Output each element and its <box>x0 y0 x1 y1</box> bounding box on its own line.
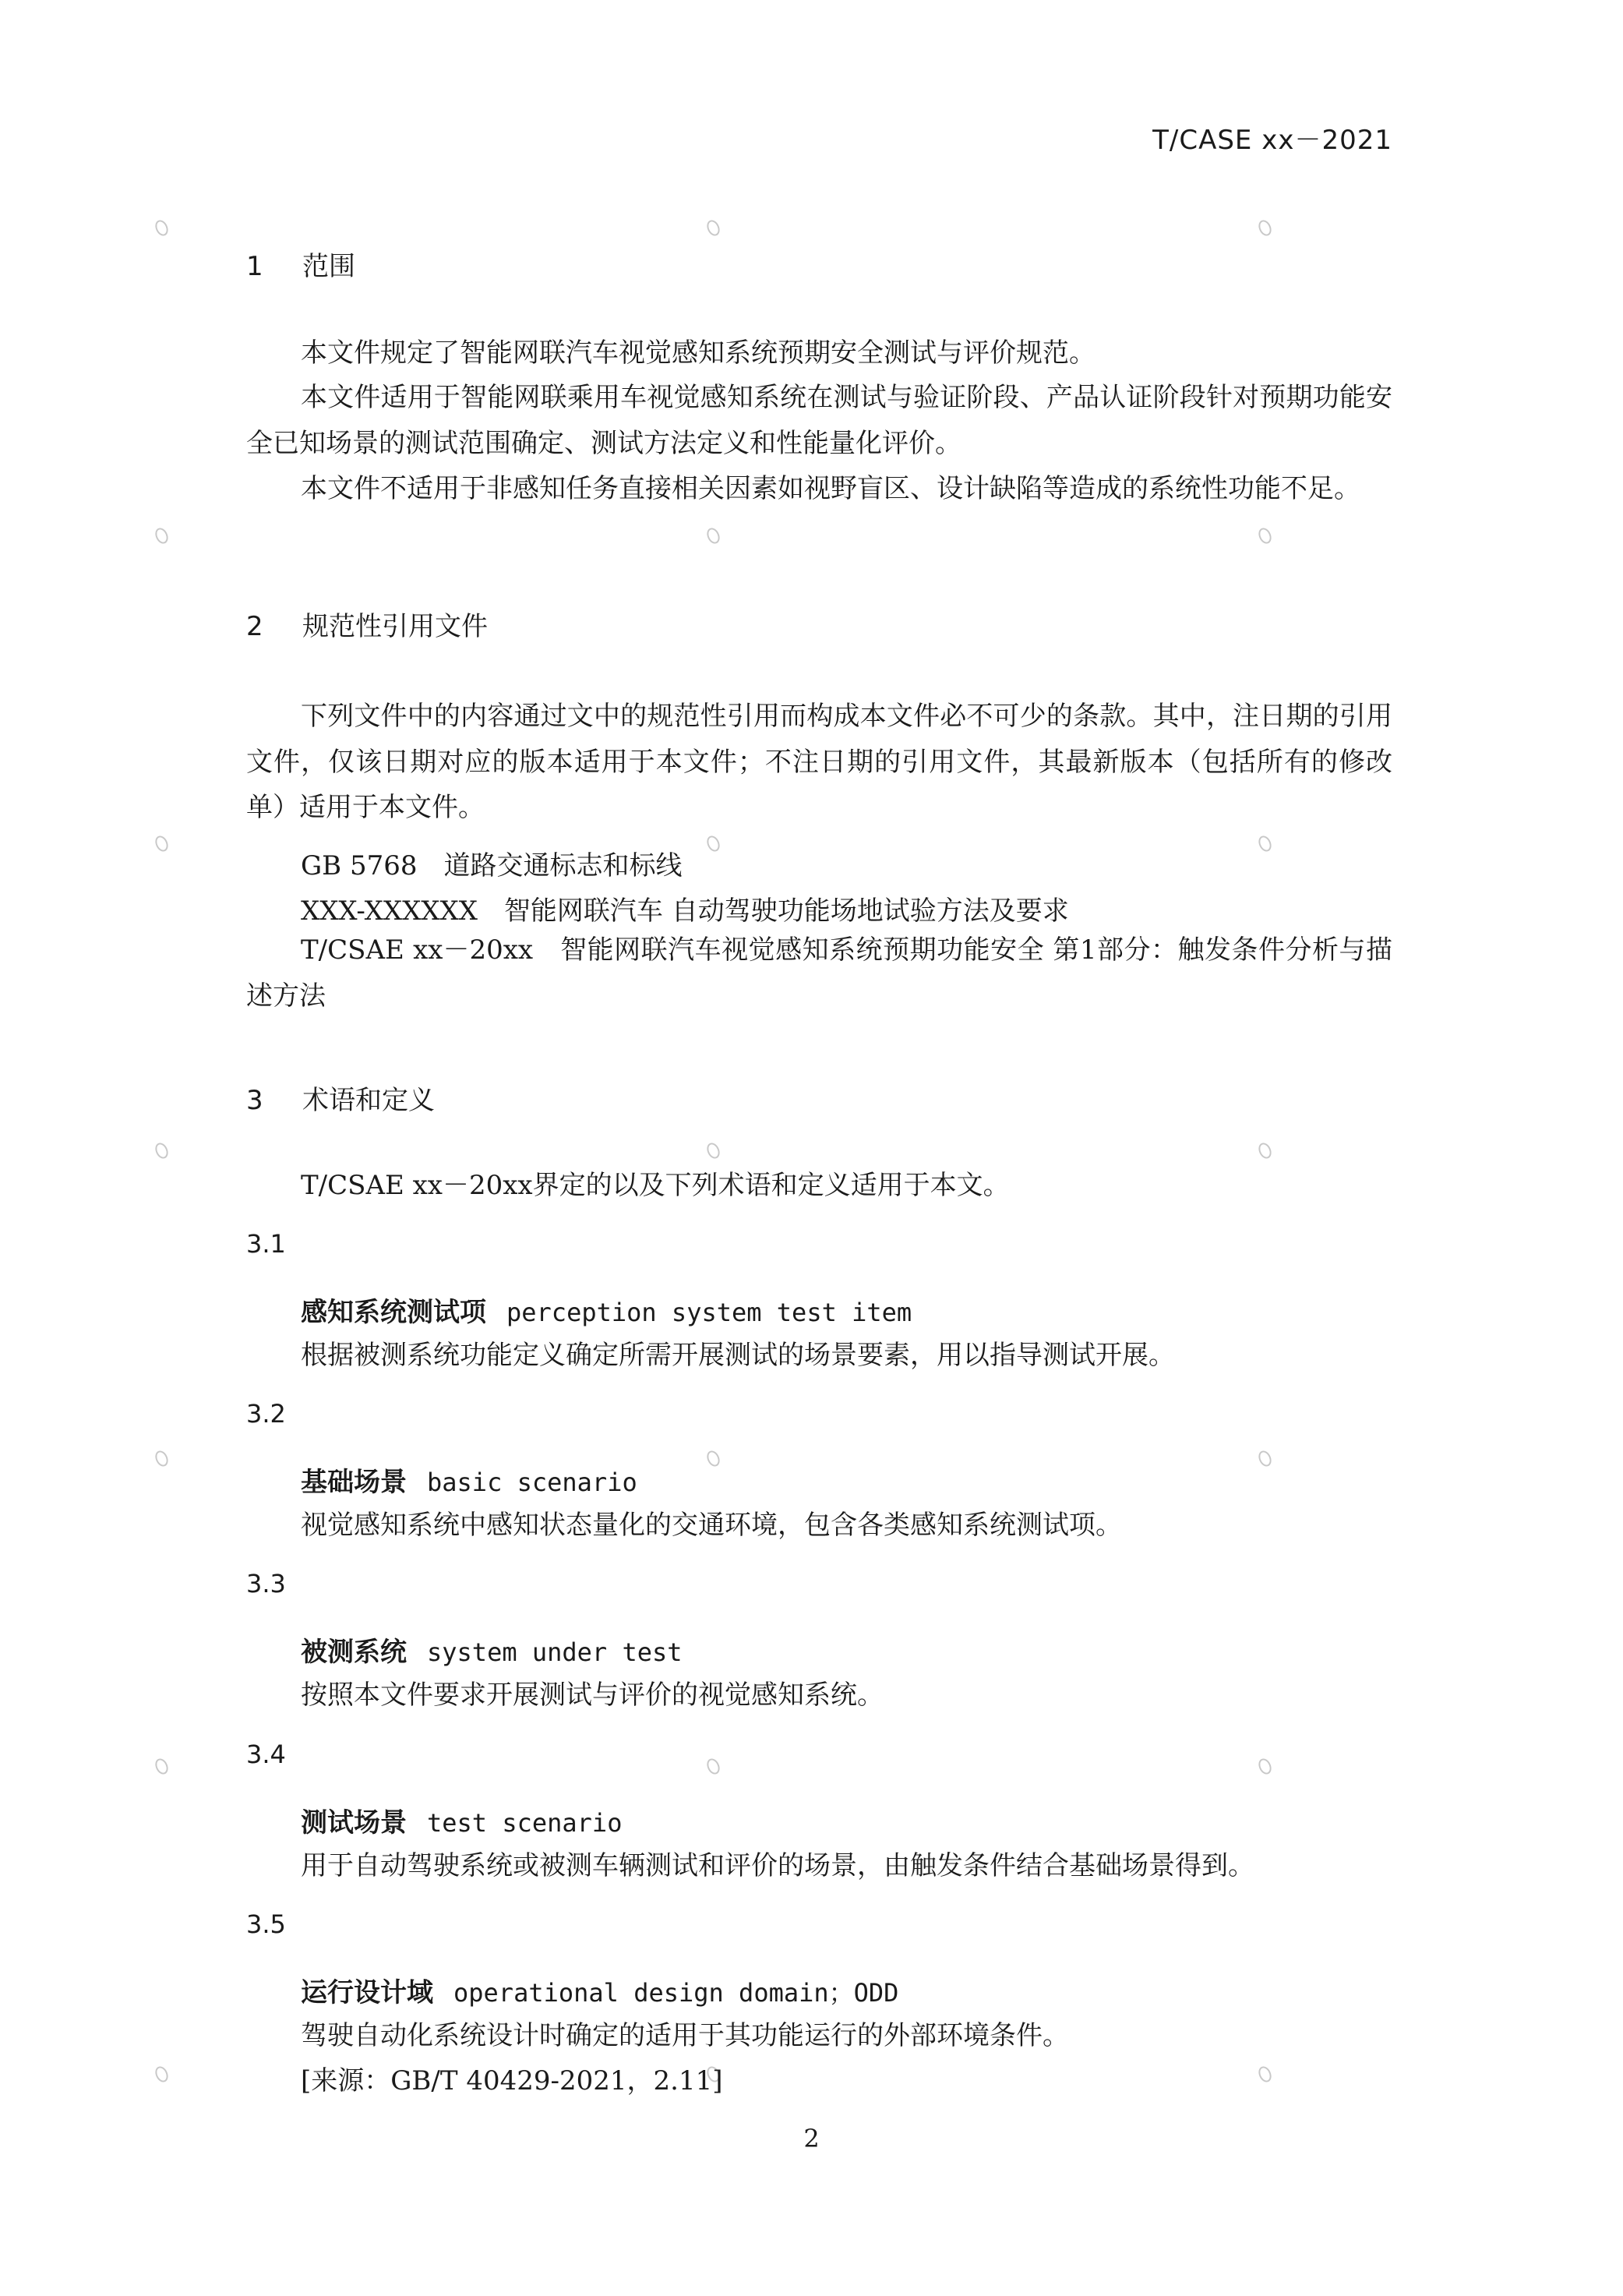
watermark-mark <box>153 1449 170 1468</box>
term-zh: 基础场景 <box>301 1467 407 1498</box>
reference-item: T/CSAE xx－20xx 智能网联汽车视觉感知系统预期功能安全 第1部分：触发条件分析与描述方法 <box>246 934 1392 1012</box>
term-heading <box>301 1630 683 1669</box>
scope-paragraph-2: 本文件适用于智能网联乘用车视觉感知系统在测试与验证阶段、产品认证阶段针对预期功能安全已知场景的测试范围确定、测试方法定义和性能量化评价。 <box>246 382 1392 459</box>
term-definition: 根据被测系统功能定义确定所需开展测试的场景要素，用以指导测试开展。 <box>301 1340 1175 1371</box>
term-en: basic scenario <box>427 1468 637 1497</box>
term-heading <box>301 1971 898 2009</box>
term-definition: 用于自动驾驶系统或被测车辆测试和评价的场景，由触发条件结合基础场景得到。 <box>301 1850 1254 1881</box>
watermark-mark <box>153 1757 170 1776</box>
scope-paragraph-1: 本文件规定了智能网联汽车视觉感知系统预期安全测试与评价规范。 <box>301 337 1096 369</box>
watermark-mark <box>704 834 722 853</box>
watermark-mark <box>704 1449 722 1468</box>
watermark-mark <box>153 2065 170 2084</box>
term-definition: 驾驶自动化系统设计时确定的适用于其功能运行的外部环境条件。 <box>301 2020 1069 2051</box>
watermark-mark <box>153 834 170 853</box>
section-3-heading <box>246 1079 435 1117</box>
term-zh: 感知系统测试项 <box>301 1297 486 1328</box>
clause-number: 3.1 <box>246 1229 286 1259</box>
term-heading <box>301 1801 622 1839</box>
clause-number: 3.5 <box>246 1909 286 1939</box>
section-title: 规范性引用文件 <box>302 611 488 642</box>
clause-number: 3.3 <box>246 1569 286 1598</box>
watermark-mark <box>1256 1449 1273 1468</box>
term-en: system under test <box>427 1637 683 1667</box>
section-title: 范围 <box>302 251 355 282</box>
term-definition: 按照本文件要求开展测试与评价的视觉感知系统。 <box>301 1680 884 1711</box>
term-zh: 测试场景 <box>301 1807 407 1839</box>
watermark-mark <box>704 526 722 546</box>
watermark-mark <box>704 218 722 238</box>
clause-number: 3.2 <box>246 1399 286 1429</box>
reference-item: GB 5768 道路交通标志和标线 <box>301 850 683 881</box>
watermark-mark <box>1256 218 1273 238</box>
section-title: 术语和定义 <box>302 1085 435 1116</box>
refs-intro: 下列文件中的内容通过文中的规范性引用而构成本文件必不可少的条款。其中，注日期的引用文件，仅该日期对应的版本适用于本文件；不注日期的引用文件，其最新版本（包括所有的修改单）适用于本文件。 <box>246 701 1392 823</box>
section-1-heading <box>246 245 355 283</box>
section-number: 1 <box>246 251 263 282</box>
watermark-mark <box>153 1141 170 1160</box>
term-zh: 运行设计域 <box>301 1977 433 2008</box>
watermark-mark <box>1256 834 1273 853</box>
watermark-mark <box>704 1757 722 1776</box>
watermark-mark <box>153 526 170 546</box>
term-heading <box>301 1291 912 1329</box>
section-number: 2 <box>246 611 263 642</box>
term-en: test scenario <box>427 1808 623 1838</box>
page-number: 2 <box>803 2124 820 2153</box>
terms-intro: T/CSAE xx－20xx界定的以及下列术语和定义适用于本文。 <box>301 1170 1010 1201</box>
section-number: 3 <box>246 1085 263 1116</box>
watermark-mark <box>1256 2065 1273 2084</box>
scope-paragraph-3: 本文件不适用于非感知任务直接相关因素如视野盲区、设计缺陷等造成的系统性功能不足。 <box>301 473 1360 504</box>
watermark-mark <box>1256 526 1273 546</box>
section-2-heading <box>246 605 488 643</box>
document-code: T/CASE xx－2021 <box>1152 125 1392 156</box>
term-en: operational design domain；ODD <box>453 1978 899 2008</box>
term-heading <box>301 1461 637 1499</box>
watermark-mark <box>704 1141 722 1160</box>
reference-item: XXX-XXXXXX 智能网联汽车 自动驾驶功能场地试验方法及要求 <box>301 895 1069 927</box>
clause-number: 3.4 <box>246 1740 286 1769</box>
term-zh: 被测系统 <box>301 1637 407 1668</box>
watermark-mark <box>1256 1141 1273 1160</box>
term-source: [来源：GB/T 40429-2021，2.11] <box>301 2065 723 2096</box>
watermark-mark <box>1256 1757 1273 1776</box>
watermark-mark <box>153 218 170 238</box>
term-definition: 视觉感知系统中感知状态量化的交通环境，包含各类感知系统测试项。 <box>301 1510 1122 1541</box>
term-en: perception system test item <box>506 1298 912 1327</box>
